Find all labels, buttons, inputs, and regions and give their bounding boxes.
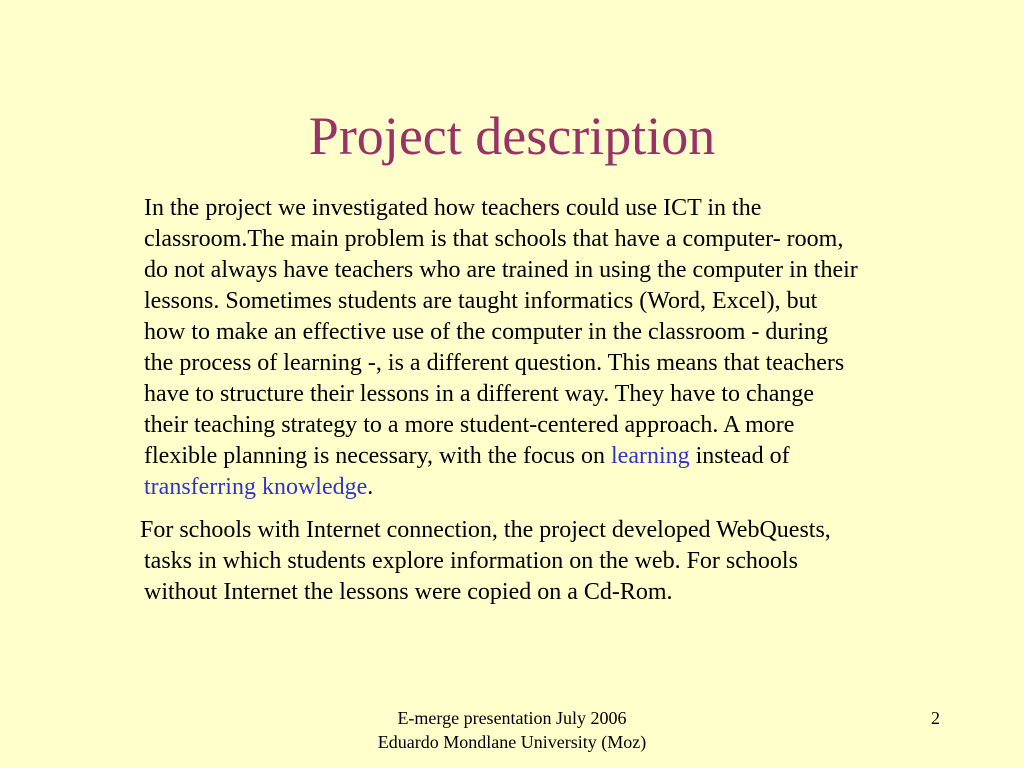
paragraph-1-text-middle: instead of [689,443,790,469]
slide-footer [0,706,1024,754]
paragraph-1 [144,193,860,503]
footer-line-1: E-merge presentation July 2006 [397,708,627,728]
slide-title: Project description [308,106,716,166]
paragraph-1-text-before: In the project we investigated how teachers could use ICT in the classroom.The main problem is that schools that have a computer- room, do not always have teachers who are trained in using the computer in their lessons. Sometimes students are taught informatics (Word, Excel), but how to make an effective use of the computer in the classroom - during the process of learning -, is a different question. This means that teachers have to structure their lessons in a different way. They have to change their teaching strategy to a more student-centered approach. A more flexible planning is necessary, with the focus on [144,195,858,469]
paragraph-2: For schools with Internet connection, the project developed WebQuests, tasks in which students explore information on the web. For schools without Internet the lessons were copied on a Cd-Rom. [140,517,831,605]
paragraph-1-text-after: . [367,474,374,500]
highlight-transferring-knowledge: transferring knowledge [144,474,368,500]
footer-line-2: Eduardo Mondlane University (Moz) [377,732,647,752]
highlight-learning: learning [611,443,690,469]
slide-body [140,193,860,608]
page-number: 2 [931,708,940,728]
